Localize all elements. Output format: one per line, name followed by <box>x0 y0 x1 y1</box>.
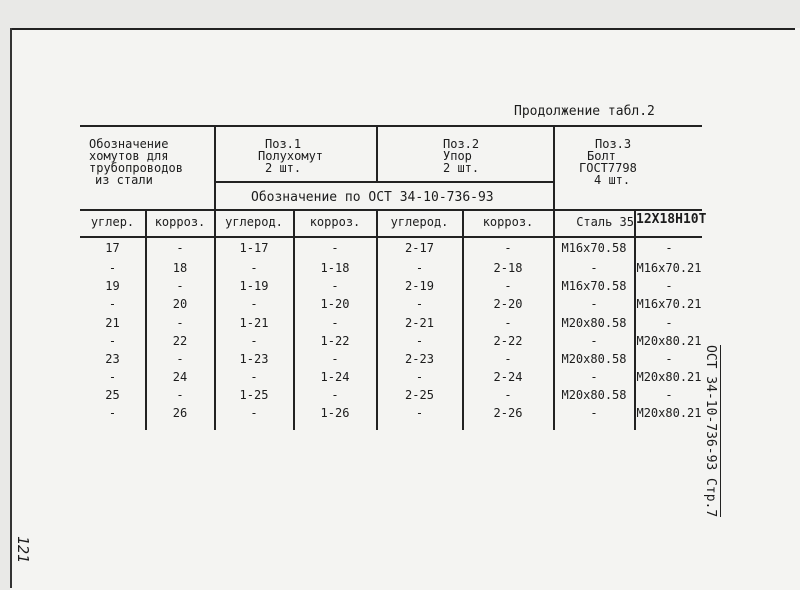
table-cell: 26 <box>172 406 188 420</box>
ost-designation-row: Обозначение по ОСТ 34-10-736-93 <box>251 190 494 205</box>
table-cell: М16х70.21 <box>636 297 702 311</box>
subheader-pos2-carbon: углерод. <box>390 215 449 229</box>
table-cell: М20х80.58 <box>561 316 627 330</box>
table-cell: 1-18 <box>320 261 350 275</box>
header-pos2-1: Поз.2 <box>443 137 480 151</box>
table-cell: - <box>504 279 512 293</box>
table-cell: 19 <box>105 279 120 293</box>
table-cell: 2-17 <box>405 241 434 255</box>
table-cell: - <box>665 388 673 402</box>
table-cell: 2-24 <box>493 370 523 384</box>
header-designation-2: хомутов для <box>89 149 169 163</box>
table-cell: - <box>176 241 184 255</box>
table-cell: - <box>176 388 184 402</box>
table-cell: - <box>504 316 512 330</box>
table-cell: М20х80.21 <box>636 406 702 420</box>
table-cell: - <box>176 316 184 330</box>
table-cell: 1-20 <box>320 297 350 311</box>
table-cell: М16х70.58 <box>561 241 627 255</box>
table-cell: - <box>590 406 598 420</box>
table-cell: - <box>665 316 673 330</box>
table-cell: 1-24 <box>320 370 350 384</box>
subheader-pos2-corrosion: корроз. <box>482 215 534 229</box>
table-cell: 1-17 <box>239 241 269 255</box>
header-pos2-3: 2 шт. <box>443 161 480 175</box>
header-bottom-line <box>80 209 702 211</box>
header-pos1-1: Поз.1 <box>265 137 302 151</box>
table-cell: 24 <box>172 370 188 384</box>
table-cell: - <box>250 261 258 275</box>
table-cell: - <box>590 261 598 275</box>
table-cell: 23 <box>105 352 120 366</box>
header-pos3-3: ГОСТ7798 <box>579 161 637 175</box>
table-cell: 1-19 <box>239 279 269 293</box>
col-divider-pos2 <box>376 125 378 181</box>
table-cell: 1-25 <box>239 388 269 402</box>
table-cell: 2-25 <box>405 388 434 402</box>
table-cell: - <box>504 241 512 255</box>
table-cell: - <box>331 388 339 402</box>
table-cell: - <box>590 334 598 348</box>
table-cell: - <box>108 334 117 348</box>
header-pos1-3: 2 шт. <box>265 161 302 175</box>
table-caption: Продолжение табл.2 <box>514 104 655 119</box>
table-cell: 1-23 <box>239 352 269 366</box>
table-cell: - <box>415 334 424 348</box>
col-divider-pos3 <box>553 125 555 430</box>
table-cell: 2-23 <box>405 352 434 366</box>
table-cell: - <box>665 241 673 255</box>
subheader-steel35: Сталь 35 <box>576 215 634 229</box>
table-cell: - <box>331 352 339 366</box>
subheader-carbon: углер. <box>90 215 135 229</box>
table-cell: М16х70.21 <box>636 261 702 275</box>
header-designation-4: из стали <box>95 173 153 187</box>
table-cell: - <box>415 406 424 420</box>
table-cell: - <box>665 352 673 366</box>
table-cell: - <box>665 279 673 293</box>
table-cell: 2-26 <box>493 406 523 420</box>
table-cell: - <box>504 388 512 402</box>
table-cell: 2-21 <box>405 316 434 330</box>
table-cell: - <box>590 370 598 384</box>
table-cell: М20х80.21 <box>636 334 702 348</box>
table-cell: 2-19 <box>405 279 434 293</box>
table-cell: 25 <box>105 388 120 402</box>
table-cell: - <box>176 279 184 293</box>
table-cell: - <box>415 370 424 384</box>
table-cell: М16х70.58 <box>561 279 627 293</box>
table-cell: - <box>176 352 184 366</box>
col-divider-1 <box>214 125 216 430</box>
table-cell: 21 <box>105 316 120 330</box>
subheader-steel12x18: 12Х18Н10Т <box>636 212 707 227</box>
table-cell: - <box>415 261 424 275</box>
table-cell: - <box>108 370 117 384</box>
table-cell: 2-18 <box>493 261 523 275</box>
table-cell: - <box>250 406 258 420</box>
table-cell: 18 <box>172 261 188 275</box>
table-cell: - <box>331 241 339 255</box>
table-cell: 22 <box>172 334 188 348</box>
header-pos2-2: Упор <box>443 149 472 163</box>
table-cell: - <box>250 334 258 348</box>
table-top-border <box>80 125 702 127</box>
table-cell: - <box>108 297 117 311</box>
sheet-top-edge <box>10 28 795 30</box>
table-cell: - <box>331 316 339 330</box>
table-cell: - <box>108 406 117 420</box>
table-cell: - <box>415 297 424 311</box>
table-cell: 20 <box>172 297 188 311</box>
table-cell: М20х80.58 <box>561 388 627 402</box>
header-pos3-1: Поз.3 <box>595 137 632 151</box>
header-pos3-2: Болт <box>587 149 616 163</box>
table-cell: - <box>590 297 598 311</box>
table-cell: 1-21 <box>239 316 269 330</box>
table-cell: 1-22 <box>320 334 350 348</box>
header-pos3-4: 4 шт. <box>594 173 631 187</box>
subheader-bottom-line <box>80 236 702 238</box>
table-cell: - <box>108 261 117 275</box>
document-side-code: ОСТ 34-10-736-93 Стр.7 <box>703 345 721 517</box>
subheader-pos1-carbon: углерод. <box>225 215 283 229</box>
table-cell: - <box>504 352 512 366</box>
header-pos1-2: Полухомут <box>258 149 324 163</box>
subheader-corrosion: корроз. <box>154 215 206 229</box>
header-mid-line <box>215 181 553 183</box>
table-cell: М20х80.21 <box>636 370 702 384</box>
table-cell: 2-22 <box>493 334 523 348</box>
table-cell: - <box>331 279 339 293</box>
table-cell: - <box>250 370 258 384</box>
header-designation-3: трубопроводов <box>89 161 183 175</box>
page-number: 121 <box>14 536 32 564</box>
table-cell: 2-20 <box>493 297 523 311</box>
table-cell: М20х80.58 <box>561 352 627 366</box>
sheet-left-edge <box>10 28 12 588</box>
table-cell: 17 <box>105 241 120 255</box>
subheader-pos1-corrosion: корроз. <box>309 215 361 229</box>
table-cell: - <box>250 297 258 311</box>
table-cell: 1-26 <box>320 406 350 420</box>
header-designation-1: Обозначение <box>89 137 169 151</box>
